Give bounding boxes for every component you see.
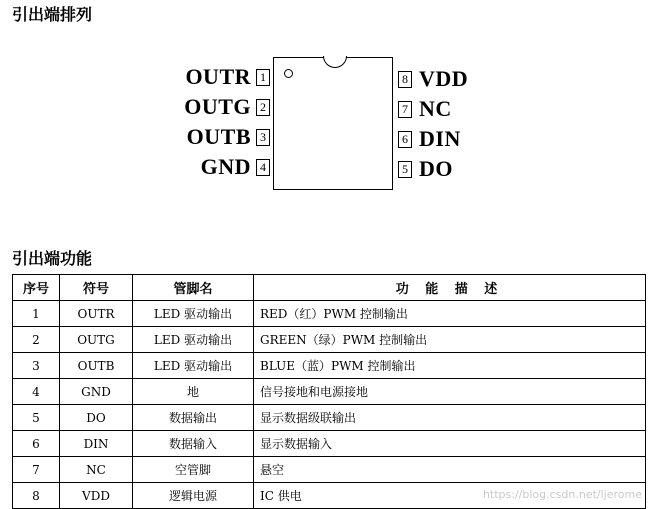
- pin-right-7: [398, 98, 452, 120]
- pin-number: 3: [256, 129, 270, 146]
- table-row: [13, 301, 646, 327]
- pin-name: NC: [419, 96, 452, 121]
- cell-description: 显示数据输入: [254, 431, 646, 457]
- pin-name: OUTG: [184, 94, 251, 119]
- cell-description: BLUE（蓝）PWM 控制输出: [254, 353, 646, 379]
- cell-index: 4: [13, 379, 60, 405]
- table-row: [13, 353, 646, 379]
- pin-number: 4: [256, 159, 270, 176]
- pin-number: 1: [256, 69, 270, 86]
- cell-description: 信号接地和电源接地: [254, 379, 646, 405]
- cell-index: 8: [13, 483, 60, 509]
- pin-number: 8: [398, 71, 412, 88]
- cell-description: 悬空: [254, 457, 646, 483]
- pin-right-8: [398, 68, 468, 90]
- cell-pin-name: LED 驱动输出: [133, 353, 254, 379]
- table-row: [13, 327, 646, 353]
- pin-name: GND: [200, 154, 251, 179]
- pin-right-5: [398, 158, 453, 180]
- cell-symbol: VDD: [60, 483, 133, 509]
- pin-left-1: [185, 66, 270, 88]
- cell-symbol: DIN: [60, 431, 133, 457]
- cell-description: GREEN（绿）PWM 控制输出: [254, 327, 646, 353]
- pin-right-6: [398, 128, 461, 150]
- cell-symbol: OUTR: [60, 301, 133, 327]
- table-row: [13, 405, 646, 431]
- cell-symbol: OUTB: [60, 353, 133, 379]
- cell-description: RED（红）PWM 控制输出: [254, 301, 646, 327]
- pin-number: 2: [256, 99, 270, 116]
- cell-index: 6: [13, 431, 60, 457]
- pin-function-table: [12, 274, 646, 509]
- pin-name: DO: [419, 156, 453, 181]
- table-row: [13, 379, 646, 405]
- cell-index: 1: [13, 301, 60, 327]
- pin-number: 5: [398, 161, 412, 178]
- pin-layout-title: 引出端排列: [12, 5, 93, 24]
- col-header-pin-name: 管脚名: [133, 275, 254, 301]
- cell-pin-name: 地: [133, 379, 254, 405]
- cell-index: 2: [13, 327, 60, 353]
- pin-function-title: 引出端功能: [12, 249, 93, 268]
- cell-description: 显示数据级联输出: [254, 405, 646, 431]
- table-header-row: [13, 275, 646, 301]
- cell-pin-name: 空管脚: [133, 457, 254, 483]
- cell-pin-name: 逻辑电源: [133, 483, 254, 509]
- cell-pin-name: LED 驱动输出: [133, 327, 254, 353]
- pin-left-3: [187, 126, 270, 148]
- cell-index: 3: [13, 353, 60, 379]
- cell-pin-name: 数据输出: [133, 405, 254, 431]
- pin-left-2: [184, 96, 270, 118]
- col-header-description: 功 能 描 述: [254, 275, 646, 301]
- pin-number: 7: [398, 101, 412, 118]
- pin-name: DIN: [419, 126, 461, 151]
- col-header-symbol: 符号: [60, 275, 133, 301]
- table-row: [13, 431, 646, 457]
- cell-index: 7: [13, 457, 60, 483]
- cell-pin-name: LED 驱动输出: [133, 301, 254, 327]
- cell-pin-name: 数据输入: [133, 431, 254, 457]
- pin-name: VDD: [419, 66, 469, 91]
- pin-left-4: [201, 156, 270, 178]
- cell-symbol: NC: [60, 457, 133, 483]
- cell-symbol: DO: [60, 405, 133, 431]
- chip-body: [273, 57, 393, 190]
- col-header-index: 序号: [13, 275, 60, 301]
- cell-symbol: GND: [60, 379, 133, 405]
- cell-description: IC 供电: [254, 483, 646, 509]
- pin-name: OUTB: [186, 124, 251, 149]
- table-row: [13, 457, 646, 483]
- pin-number: 6: [398, 131, 412, 148]
- pin1-marker-dot: [284, 69, 293, 78]
- cell-index: 5: [13, 405, 60, 431]
- watermark: https://blog.csdn.net/ljerome: [482, 488, 642, 501]
- chip-notch: [323, 56, 347, 68]
- cell-symbol: OUTG: [60, 327, 133, 353]
- pin-name: OUTR: [185, 64, 251, 89]
